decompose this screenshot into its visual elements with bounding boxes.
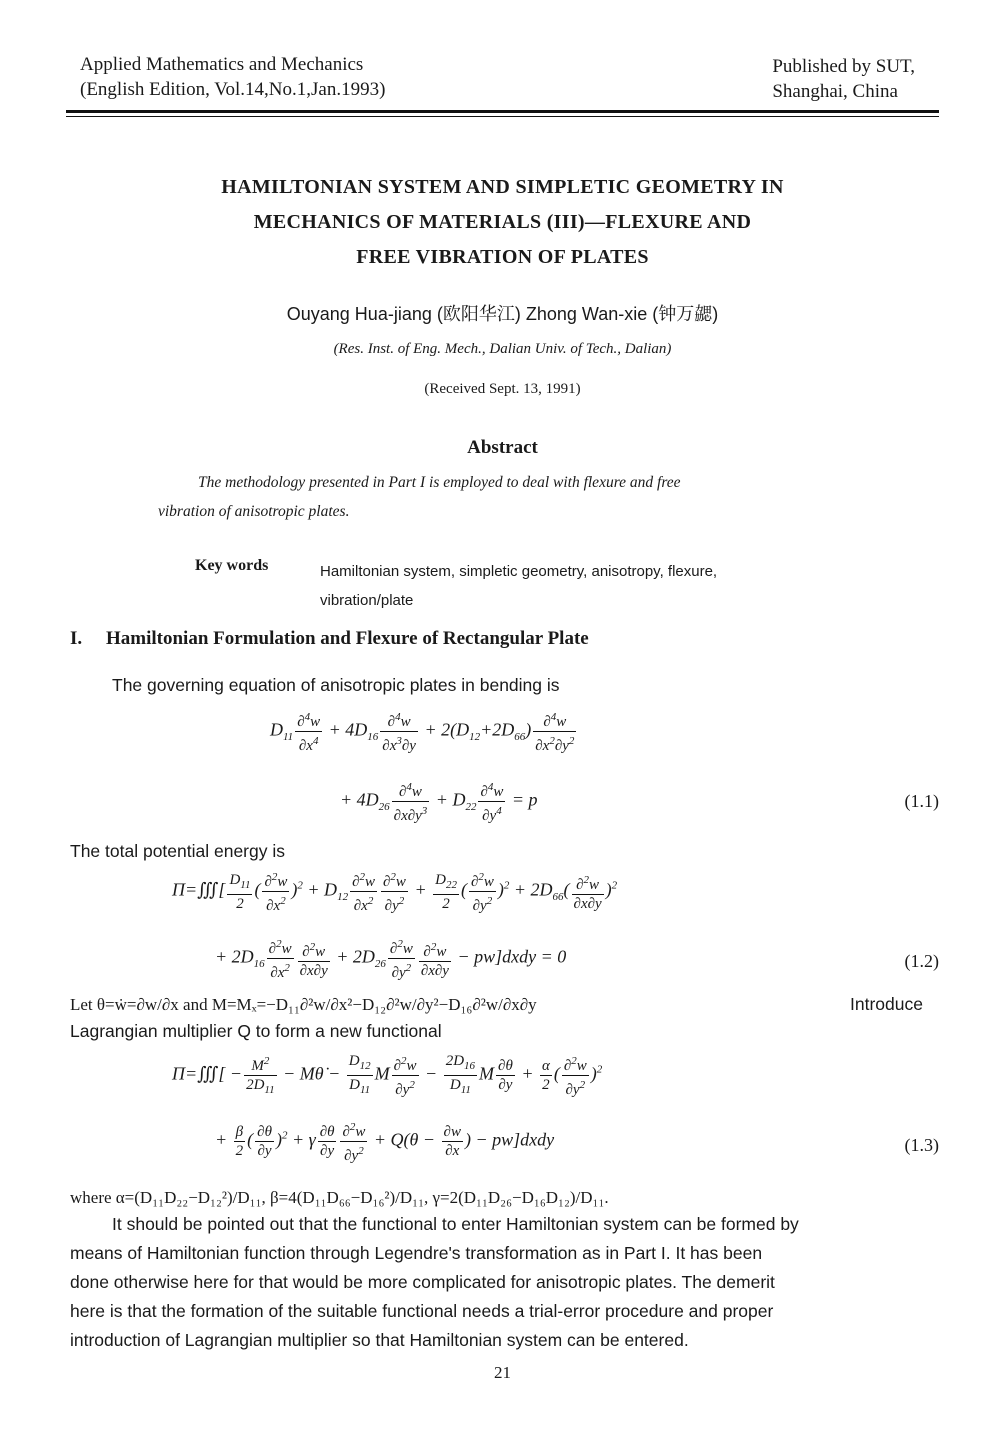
header-rule-thick: [66, 110, 939, 113]
keywords-text: [320, 557, 860, 615]
paragraph-2-line-1: It should be pointed out that the functional to enter Hamiltonian system can be formed by: [112, 1214, 799, 1234]
keywords-line-1: Hamiltonian system, simpletic geometry, anisotropy, flexure,: [320, 563, 718, 580]
equation-1-2-line-2: + $2D_{16}$ $\frac{\partial^2w}{\partial x^2}$ $\frac{\partial^2w}{\partial x\partial y}$ + $2D_{26}$ $\frac{\partial^2w}{\partial y^2}$ $\frac{\partial^2w}{\partial x\partial y}$ − pw]dxdy = 0: [215, 935, 566, 982]
abstract-line-2: vibration of anisotropic plates.: [158, 503, 350, 520]
journal-edition: (English Edition, Vol.14,No.1,Jan.1993): [80, 79, 386, 100]
section-heading: [70, 628, 589, 650]
abstract-line-1: The methodology presented in Part I is employed to deal with flexure and free: [198, 474, 681, 491]
equation-1-1-line-2: + $4D_{26}$ $\frac{\partial^4w}{\partial x\partial y^3}$ + $D_{22}$ $\frac{\partial^4w}{\partial y^4}$ = p: [340, 778, 538, 825]
equation-1-1-line-1: $D_{11}$ $\frac{\partial^4w}{\partial x^4}$ + $4D_{16}$ $\frac{\partial^4w}{\partial x^3\partial y}$ + $2(D_{12}+2D_{66})$ $\frac{\partial^4w}{\partial x^2\partial y^2}$: [270, 708, 578, 755]
header-rule-thin: [66, 116, 939, 117]
running-header: [80, 52, 915, 102]
equation-number-1-3: (1.3): [904, 1135, 939, 1155]
abstract-body: [158, 468, 858, 526]
affiliation: (Res. Inst. of Eng. Mech., Dalian Univ. of Tech., Dalian): [333, 341, 672, 357]
journal-info: [80, 52, 385, 102]
equation-1-2-line-1: Π=∭[ $\frac{D_{11}}{2}$ ( $\frac{\partial^2w}{\partial x^2}$ )$^2 + D_{12}$ $\frac{\partial^2w}{\partial x^2}$ $\frac{\partial^2w}{\partial y^2}$ + $\frac{D_{22}}{2}$ ( $\frac{\partial^2w}{\partial y^2}$ )$^2 + 2D_{66}$( $\frac{\partial^2w}{\partial x\partial y}$ )$^2$: [172, 868, 617, 915]
publisher-name: Published by SUT,: [772, 56, 915, 77]
paragraph-2: [70, 1210, 940, 1355]
received-date: (Received Sept. 13, 1991): [424, 381, 581, 397]
paragraph-2-line-3: done otherwise here for that would be more complicated for anisotropic plates. The demerit: [70, 1272, 775, 1292]
equation-number-1-1: (1.1): [904, 791, 939, 811]
let-definition: Let θ=ẇ=∂w/∂x and M=Mₓ=−D₁₁∂²w/∂x²−D₁₂∂²w/∂y²−D₁₆∂²w/∂x∂y: [70, 995, 537, 1014]
section-title: Hamiltonian Formulation and Flexure of Rectangular Plate: [106, 628, 589, 649]
title-line-1: HAMILTONIAN SYSTEM AND SIMPLETIC GEOMETRY IN: [221, 176, 784, 198]
keywords-label: Key words: [195, 557, 269, 574]
paragraph-2-line-4: here is that the formation of the suitable functional needs a trial-error procedure and proper: [70, 1301, 774, 1321]
equation-1-3-line-2: + $\frac{\beta}{2}$ ( $\frac{\partial\theta}{\partial y}$ )$^2$ + γ $\frac{\partial\theta}{\partial y}$ $\frac{\partial^2w}{\partial y^2}$ + Q(θ − $\frac{\partial w}{\partial x}$ ) − pw]dxdy: [215, 1118, 554, 1165]
equation-number-1-2: (1.2): [904, 951, 939, 971]
publisher-info: [772, 54, 915, 104]
section-number: I.: [70, 628, 83, 649]
where-definitions: where α=(D₁₁D₂₂−D₁₂²)/D₁₁, β=4(D₁₁D₆₆−D₁₆²)/D₁₁, γ=2(D₁₁D₂₆−D₁₆D₁₂)/D₁₁.: [70, 1188, 609, 1207]
publisher-location: Shanghai, China: [772, 81, 898, 102]
equation-1-3-line-1: Π=∭[ − $\frac{M^2}{2D_{11}}$ − Mθ̇ − $\frac{D_{12}}{D_{11}}$ M $\frac{\partial^2w}{\partial y^2}$ − $\frac{2D_{16}}{D_{11}}$ M $\frac{\partial\theta}{\partial y}$ + $\frac{\alpha}{2}$ ( $\frac{\partial^2w}{\partial y^2}$ )$^2$: [172, 1053, 603, 1098]
title-line-2: MECHANICS OF MATERIALS (III)—FLEXURE AND: [253, 211, 752, 233]
governing-text: The governing equation of anisotropic plates in bending is: [112, 675, 560, 695]
total-energy-text: The total potential energy is: [70, 841, 285, 861]
journal-title: Applied Mathematics and Mechanics: [80, 54, 364, 75]
authors: Ouyang Hua-jiang (欧阳华江) Zhong Wan-xie (钟万勰): [286, 304, 719, 324]
paragraph-2-line-2: means of Hamiltonian function through Legendre's transformation as in Part I. It has been: [70, 1243, 763, 1263]
paper-title: [120, 170, 885, 275]
title-line-3: FREE VIBRATION OF PLATES: [356, 246, 649, 268]
lagrangian-text: Lagrangian multiplier Q to form a new functional: [70, 1021, 442, 1041]
paragraph-2-line-5: introduction of Lagrangian multiplier so that Hamiltonian system can be entered.: [70, 1330, 689, 1350]
abstract-heading: Abstract: [467, 437, 538, 458]
keywords-line-2: vibration/plate: [320, 592, 414, 609]
page-number: 21: [494, 1363, 511, 1382]
introduce-word: Introduce: [850, 994, 923, 1014]
